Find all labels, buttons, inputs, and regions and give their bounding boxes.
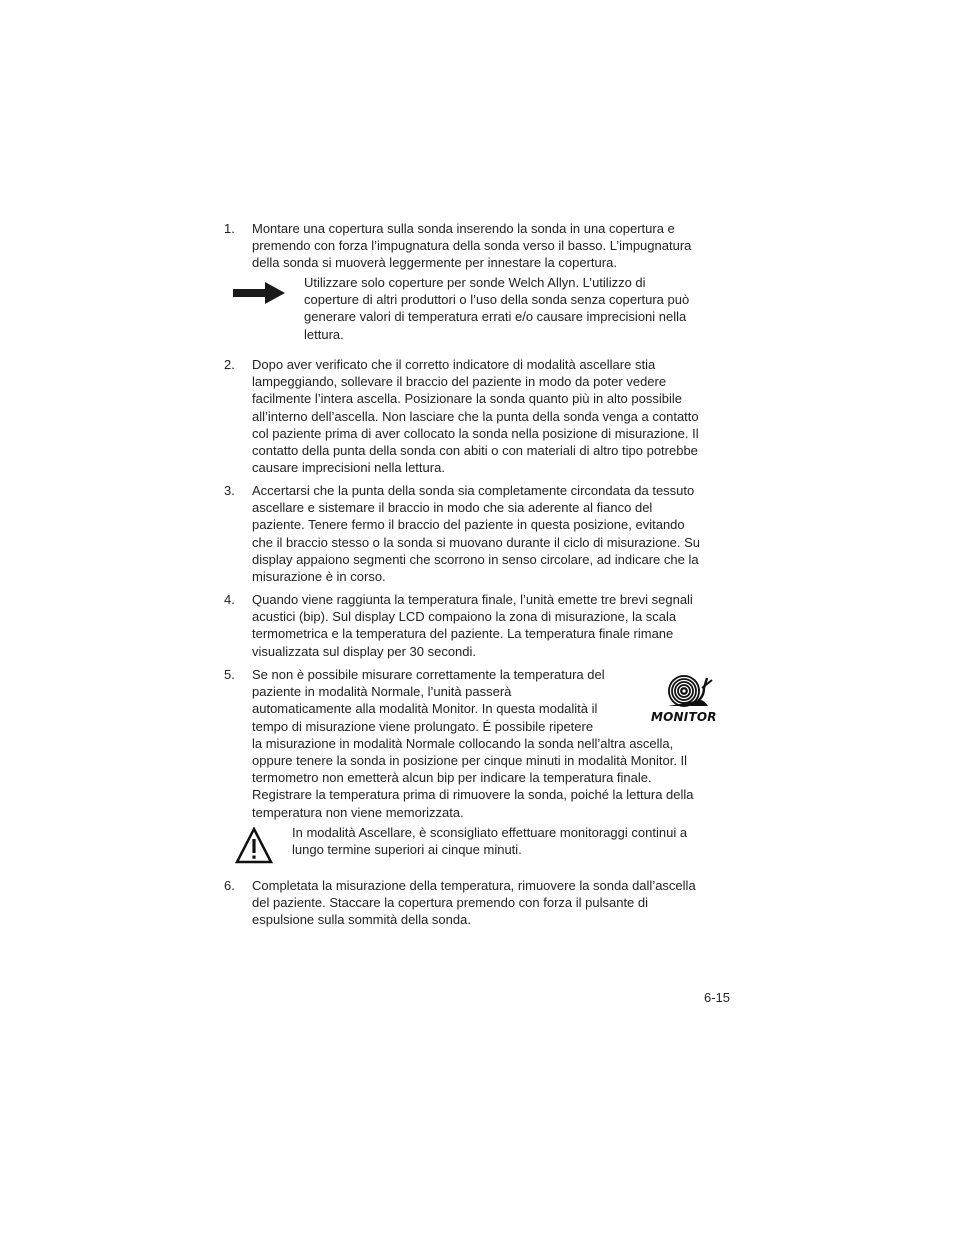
- text-line: col paziente prima di aver collocato la sonda nella posizione di misurazione. Il: [252, 425, 699, 441]
- step-1-number: 1.: [224, 221, 235, 236]
- text-line: facilmente l’intera ascella. Posizionare la sonda quanto più in alto possibile: [252, 391, 682, 407]
- text-line: espulsione sulla sommità della sonda.: [252, 912, 471, 928]
- step-2-number: 2.: [224, 357, 235, 372]
- axillary-warning: [292, 824, 728, 858]
- snail-icon: [660, 674, 716, 710]
- text-line: la misurazione in modalità Normale collocando la sonda nell’altra ascella,: [252, 735, 674, 751]
- text-line: In modalità Ascellare, è sconsigliato effettuare monitoraggi continui a: [292, 825, 688, 840]
- text-line: termometrica e la temperatura del paziente. La temperatura finale rimane: [252, 626, 674, 642]
- text-line: oppure tenere la sonda in posizione per cinque minuti in modalità Monitor. Il: [252, 753, 688, 769]
- text-line: Se non è possibile misurare correttamente la temperatura del: [252, 667, 605, 682]
- text-line: paziente in modalità Normale, l’unità passerà: [252, 684, 512, 700]
- monitor-label: MONITOR: [651, 710, 717, 724]
- text-line: generare valori di temperatura errati e/o causare imprecisioni nella: [304, 309, 687, 325]
- probe-cover-note: [304, 274, 724, 343]
- text-line: Accertarsi che la punta della sonda sia completamente circondata da tessuto: [252, 483, 695, 498]
- text-line: Registrare la temperatura prima di rimuovere la sonda, poiché la lettura della: [252, 787, 694, 803]
- text-line: Utilizzare solo coperture per sonde Welch Allyn. L’utilizzo di: [304, 275, 646, 290]
- step-3-text: [252, 482, 730, 585]
- text-line: della sonda si muoverà leggermente per innestare la copertura.: [252, 255, 617, 271]
- warning-triangle-icon: [235, 827, 273, 864]
- text-line: che il braccio stesso o la sonda si muovano durante il ciclo di misurazione. Su: [252, 534, 701, 550]
- step-6-number: 6.: [224, 878, 235, 893]
- arrow-right-icon: [231, 281, 287, 305]
- text-line: visualizzata sul display per 30 secondi.: [252, 643, 477, 659]
- text-line: Montare una copertura sulla sonda inserendo la sonda in una copertura e: [252, 221, 675, 236]
- step-5-text: [252, 666, 730, 821]
- text-line: contatto della punta della sonda con abiti o con materiali di altro tipo potrebbe: [252, 443, 698, 459]
- step-4-text: [252, 591, 730, 660]
- text-line: Quando viene raggiunta la temperatura finale, l’unità emette tre brevi segnali: [252, 592, 693, 607]
- step-4-number: 4.: [224, 592, 235, 607]
- text-line: lettura.: [304, 326, 344, 342]
- text-line: lampeggiando, sollevare il braccio del paziente in modo da poter vedere: [252, 374, 667, 390]
- text-line: causare imprecisioni nella lettura.: [252, 460, 445, 476]
- text-line: Dopo aver verificato che il corretto indicatore di modalità ascellare stia: [252, 357, 656, 372]
- step-1-text: [252, 220, 730, 272]
- step-6-text: [252, 877, 730, 929]
- text-line: del paziente. Staccare la copertura premendo con forza il pulsante di: [252, 895, 649, 911]
- step-5-number: 5.: [224, 667, 235, 682]
- text-line: ascellare e sistemare il braccio in modo che sia aderente al fianco del: [252, 500, 653, 516]
- text-line: automaticamente alla modalità Monitor. In questa modalità il: [252, 701, 598, 717]
- step-3-number: 3.: [224, 483, 235, 498]
- text-line: misurazione è in corso.: [252, 569, 386, 585]
- text-line: termometro non emetterà alcun bip per indicare la temperatura finale.: [252, 770, 652, 786]
- text-line: coperture di altri produttori o l’uso della sonda senza copertura può: [304, 292, 690, 308]
- text-line: all’interno dell’ascella. Non lasciare che la punta della sonda venga a contatto: [252, 408, 699, 424]
- text-line: Completata la misurazione della temperatura, rimuovere la sonda dall’ascella: [252, 878, 696, 893]
- text-line: tempo di misurazione viene prolungato. É possibile ripetere: [252, 718, 594, 734]
- text-line: display appaiono segmenti che scorrono in senso circolare, ad indicare che la: [252, 551, 699, 567]
- page-number: 6-15: [704, 990, 731, 1005]
- text-line: paziente. Tenere fermo il braccio del paziente in questa posizione, evitando: [252, 517, 685, 533]
- step-2-text: [252, 356, 730, 476]
- text-line: premendo con forza l’impugnatura della sonda verso il basso. L’impugnatura: [252, 238, 692, 254]
- text-line: lungo termine superiori ai cinque minuti.: [292, 842, 522, 858]
- text-line: acustici (bip). Sul display LCD compaiono la zona di misurazione, la scala: [252, 609, 677, 625]
- text-line: temperatura non viene memorizzata.: [252, 804, 464, 820]
